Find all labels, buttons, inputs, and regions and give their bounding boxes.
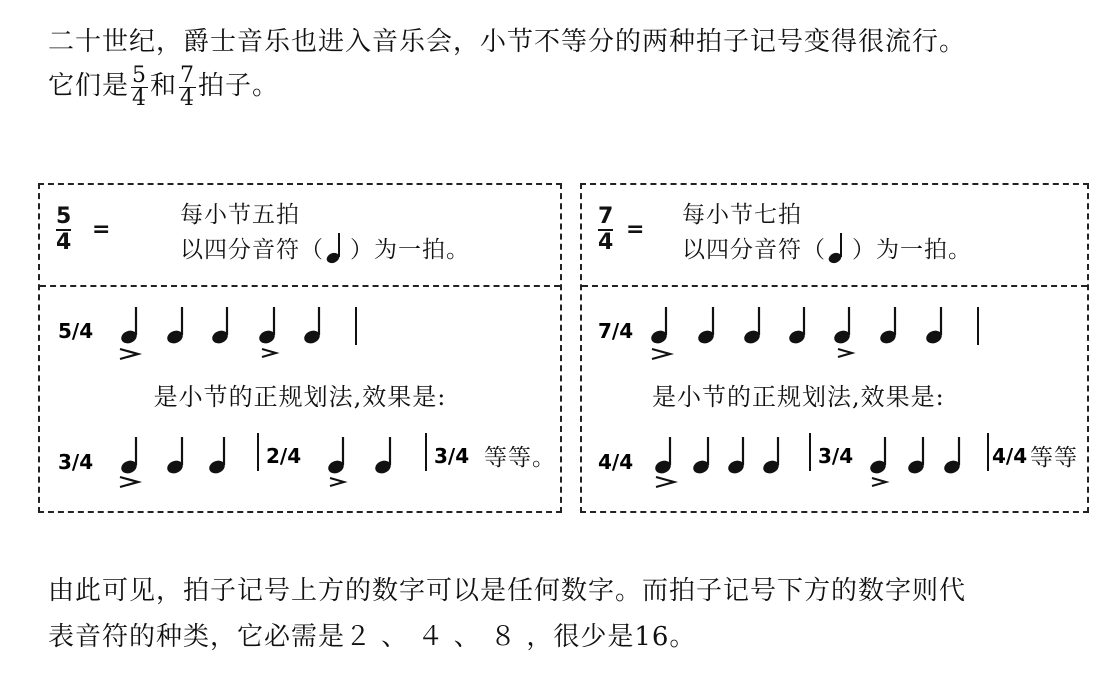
- staff-row-svg: [582, 293, 1087, 365]
- quarter-note: [878, 307, 897, 346]
- quarter-note: [691, 437, 710, 476]
- frac-numerator: 5: [56, 204, 72, 229]
- time-signature: 3/4: [58, 450, 94, 474]
- beat-unit-text: [180, 231, 470, 266]
- staff-row-svg: [582, 425, 1087, 497]
- accent-mark: [652, 349, 670, 359]
- frac-numerator: 7: [180, 62, 196, 88]
- explanation-text: 是小节的正规划法,效果是:: [652, 383, 945, 411]
- intro-suffix: 拍子。: [198, 71, 280, 101]
- frac-denominator: 4: [598, 230, 614, 255]
- beat-unit-prefix: 以四分音符（: [180, 237, 324, 263]
- quarter-note: [257, 307, 276, 346]
- beat-unit-text: [682, 231, 972, 266]
- accent-mark: [872, 478, 886, 486]
- beat-unit-suffix: ）为一拍。: [350, 237, 470, 263]
- accent-mark: [838, 349, 852, 357]
- time-signature-fraction: [56, 205, 71, 255]
- box-header: [40, 185, 560, 287]
- quarter-note: [906, 437, 925, 476]
- intro-line-2: [48, 64, 1088, 110]
- quarter-note: [119, 437, 138, 476]
- quarter-note: [302, 307, 321, 346]
- intro-conjunction: 和: [150, 71, 178, 101]
- quarter-note: [742, 307, 761, 346]
- outro-paragraph: [48, 568, 1088, 660]
- quarter-note: [832, 307, 851, 346]
- time-signature: 3/4: [818, 444, 854, 468]
- accent-mark: [656, 477, 674, 487]
- beat-unit-prefix: 以四分音符（: [682, 237, 826, 263]
- accent-mark: [262, 349, 276, 357]
- notation-row-main: [582, 293, 1087, 363]
- accent-mark: [330, 478, 344, 486]
- quarter-note: [696, 307, 715, 346]
- seven-four-box: [580, 183, 1089, 513]
- frac-numerator: 7: [598, 204, 614, 229]
- quarter-note: [653, 437, 672, 476]
- quarter-note: [942, 437, 961, 476]
- frac-denominator: 4: [180, 85, 196, 111]
- staff-row-svg: [40, 425, 560, 497]
- outro-line-1: 由此可见，拍子记号上方的数字可以是任何数字。而拍子记号下方的数字则代: [48, 576, 967, 606]
- quarter-note: [649, 307, 668, 346]
- notation-row-main: [40, 293, 560, 363]
- fraction-seven-four: [179, 62, 196, 111]
- intro-line-1: 二十世纪，爵士音乐也进入音乐会，小节不等分的两种拍子记号变得很流行。: [48, 27, 967, 57]
- quarter-note: [165, 307, 184, 346]
- box-header: [582, 185, 1087, 287]
- box-description: [682, 199, 972, 266]
- quarter-note: [761, 437, 780, 476]
- equals-sign: =: [92, 217, 111, 242]
- five-four-box: [38, 183, 562, 513]
- time-signature: 2/4: [266, 444, 302, 468]
- frac-denominator: 4: [56, 230, 72, 255]
- time-signature: 7/4: [598, 319, 634, 343]
- time-signature: 5/4: [58, 319, 94, 343]
- quarter-note: [726, 437, 745, 476]
- box-description: [180, 199, 470, 266]
- beats-per-bar-text: 每小节七拍: [682, 202, 802, 228]
- notation-row-effect: [40, 425, 560, 495]
- quarter-note: [924, 307, 943, 346]
- beat-unit-suffix: ）为一拍。: [852, 237, 972, 263]
- time-signature-fraction: [598, 205, 613, 255]
- accent-mark: [120, 477, 138, 487]
- intro-paragraph: [48, 20, 1088, 110]
- quarter-note: [787, 307, 806, 346]
- frac-denominator: 4: [132, 85, 148, 111]
- equals-sign: =: [626, 217, 645, 242]
- outro-line-2: 表音符的种类，它必需是２ 、 ４ 、 ８ ，很少是16。: [48, 622, 697, 652]
- time-signature: 3/4: [434, 444, 470, 468]
- staff-row-svg: [40, 293, 560, 365]
- quarter-note: [165, 437, 184, 476]
- etc-text: 等等: [1030, 445, 1078, 471]
- notation-row-effect: [582, 425, 1087, 495]
- explanation-text: 是小节的正规划法,效果是:: [153, 383, 447, 411]
- accent-mark: [120, 349, 138, 359]
- quarter-note: [373, 437, 392, 476]
- etc-text: 等等。: [484, 445, 556, 471]
- quarter-note: [868, 437, 887, 476]
- quarter-note: [207, 437, 226, 476]
- time-signature: 4/4: [598, 450, 634, 474]
- quarter-note: [326, 437, 345, 476]
- quarter-note-icon: [826, 231, 852, 265]
- time-signature: 4/4: [992, 444, 1028, 468]
- quarter-note: [210, 307, 229, 346]
- intro-prefix: 它们是: [48, 71, 130, 101]
- quarter-note: [119, 307, 138, 346]
- beats-per-bar-text: 每小节五拍: [180, 202, 300, 228]
- frac-numerator: 5: [132, 62, 148, 88]
- quarter-note-icon: [324, 231, 350, 265]
- fraction-five-four: [131, 62, 148, 111]
